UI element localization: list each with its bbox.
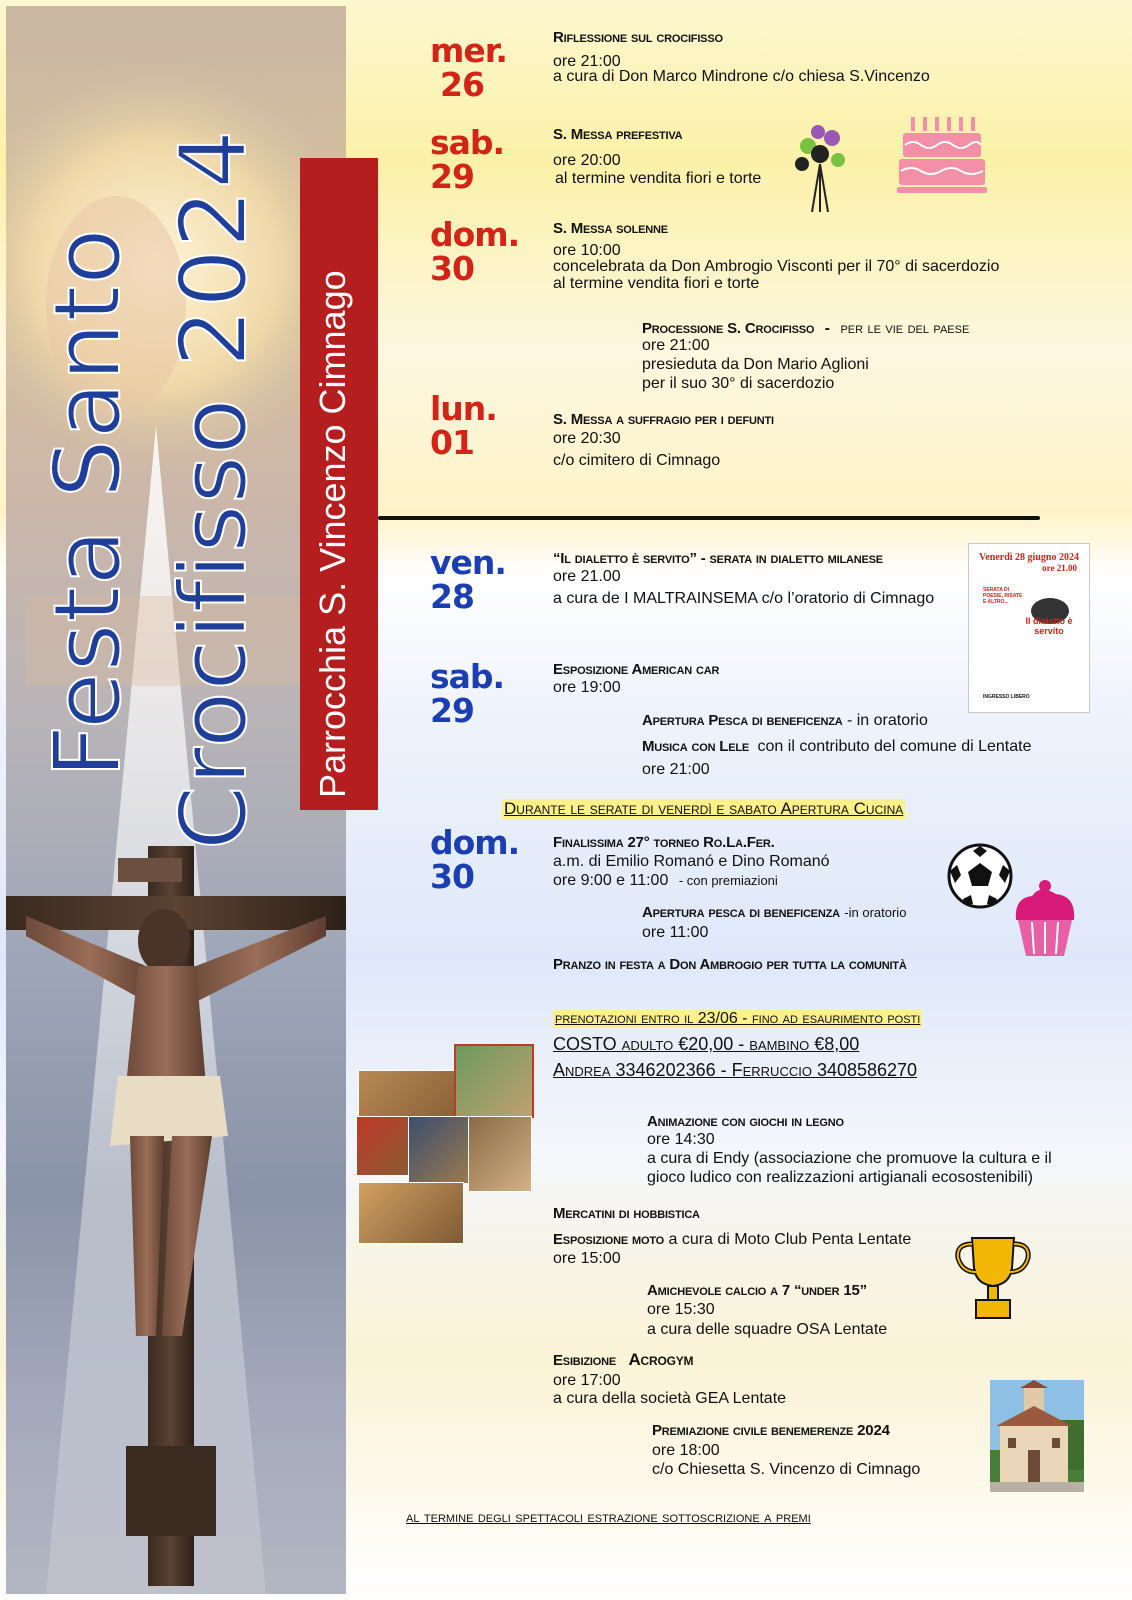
flowers-icon bbox=[790, 124, 850, 216]
event-line: a cura di Don Marco Mindrone c/o chiesa S.Vincenzo bbox=[553, 68, 930, 85]
day-weekday: mer. bbox=[430, 31, 507, 70]
event-title: Amichevole calcio a 7 “under 15” bbox=[647, 1282, 867, 1299]
day-weekday: sab. bbox=[430, 123, 505, 162]
event-title: Finalissima 27° torneo Ro.La.Fer. bbox=[553, 834, 775, 851]
church-photo bbox=[990, 1380, 1084, 1492]
event-title: S. Messa solenne bbox=[553, 220, 668, 237]
event-time: ore 9:00 e 11:00 bbox=[553, 872, 669, 889]
day-weekday: ven. bbox=[430, 543, 506, 582]
flyer-line: SERATA DI POESIE, RISATE E ALTRO... bbox=[983, 587, 1023, 605]
event-title: Esposizione American car bbox=[553, 661, 720, 678]
photo-tile bbox=[468, 1116, 532, 1192]
flyer-headline: Il dialetto è servito bbox=[1025, 616, 1073, 636]
event-line: per il suo 30° di sacerdozio bbox=[642, 375, 835, 392]
day-weekday: sab. bbox=[430, 657, 505, 696]
flyer-image bbox=[968, 543, 1090, 713]
photo-tile bbox=[408, 1116, 470, 1184]
day-number: 30 bbox=[430, 857, 474, 896]
moto-line bbox=[553, 1230, 911, 1249]
pranzo-title: Pranzo in festa a Don Ambrogio per tutta la comunità bbox=[553, 956, 907, 973]
cost-line bbox=[553, 1034, 859, 1055]
pesca-line bbox=[642, 711, 928, 730]
musica-line bbox=[642, 737, 1031, 756]
event-line: ore 21.00 bbox=[553, 568, 621, 585]
soccer-ball-icon bbox=[947, 843, 1013, 909]
event-line: ore 20:00 bbox=[553, 152, 621, 169]
photo-tile bbox=[356, 1116, 410, 1176]
event-line: ore 10:00 bbox=[553, 242, 621, 259]
event-line: ore 18:00 bbox=[652, 1442, 720, 1459]
event-line: concelebrata da Don Ambrogio Visconti per il 70° di sacerdozio bbox=[553, 258, 1000, 275]
event-title: Riflessione sul crocifisso bbox=[553, 29, 723, 46]
event-title: Apertura Pesca di beneficenza bbox=[642, 712, 843, 729]
event-title: S. Messa a suffragio per i defunti bbox=[553, 411, 774, 428]
event-title: “Il dialetto è servito” - serata in dialetto milanese bbox=[553, 550, 883, 567]
event-line: ore 15:30 bbox=[647, 1301, 715, 1318]
flyer-footer: INGRESSO LIBERO bbox=[983, 694, 1030, 700]
event-line: ore 17:00 bbox=[553, 1372, 621, 1389]
event-line: ore 11:00 bbox=[642, 924, 709, 941]
event-title: Esposizione moto bbox=[553, 1231, 665, 1248]
event-line: ore 14:30 bbox=[647, 1131, 715, 1148]
event-line: c/o cimitero di Cimnago bbox=[553, 452, 721, 469]
poster-title-line1: Festa Santo bbox=[34, 227, 141, 778]
day-number: 28 bbox=[430, 577, 474, 616]
event-line: al termine vendita fiori e torte bbox=[553, 275, 760, 292]
event-suffix: per le vie del paese bbox=[840, 320, 970, 337]
pesca2-line bbox=[642, 904, 906, 922]
event-line: c/o Chiesetta S. Vincenzo di Cimnago bbox=[652, 1461, 921, 1478]
day-weekday: lun. bbox=[430, 389, 497, 428]
poster-title-line2: Crocifisso 2024 bbox=[160, 129, 267, 850]
section-divider bbox=[378, 516, 1040, 520]
event-line: ore 19:00 bbox=[553, 679, 621, 696]
event-line: ore 15:00 bbox=[553, 1250, 621, 1267]
trophy-icon bbox=[954, 1232, 1032, 1322]
event-title: Processione S. Crocifisso bbox=[642, 320, 815, 337]
kitchen-note: Durante le serate di venerdì e sabato Apertura Cucina bbox=[504, 799, 904, 818]
day-number: 26 bbox=[440, 65, 484, 104]
event-suffix: con il contributo del comune di Lentate bbox=[757, 738, 1032, 755]
day-weekday: dom. bbox=[430, 215, 520, 254]
footer-note: al termine degli spettacoli estrazione sottoscrizione a premi bbox=[406, 1509, 811, 1526]
event-line: a cura della società GEA Lentate bbox=[553, 1390, 787, 1407]
event-suffix: - in oratorio bbox=[846, 712, 928, 729]
event-title: Apertura pesca di beneficenza bbox=[642, 904, 840, 921]
photo-tile bbox=[358, 1182, 464, 1244]
separator: - bbox=[824, 320, 830, 337]
event-line: a cura di Endy (associazione che promuove la cultura e il bbox=[647, 1150, 1052, 1167]
day-weekday: dom. bbox=[430, 823, 520, 862]
cupcake-icon bbox=[1010, 876, 1080, 958]
cost-text: COSTO adulto €20,00 - bambino €8,00 bbox=[553, 1034, 860, 1054]
contacts-line: Andrea 3346202366 - Ferruccio 3408586270 bbox=[553, 1060, 918, 1080]
flyer-time: ore 21.00 bbox=[1042, 563, 1077, 573]
cake-icon bbox=[897, 115, 987, 195]
flyer-date: Venerdì 28 giugno 2024 bbox=[979, 552, 1079, 563]
event-line: ore 20:30 bbox=[553, 430, 621, 447]
day-number: 29 bbox=[430, 157, 474, 196]
event-line: a cura delle squadre OSA Lentate bbox=[647, 1321, 888, 1338]
event-title: S. Messa prefestiva bbox=[553, 126, 683, 143]
photo-tile bbox=[454, 1044, 534, 1118]
event-suffix: - con premiazioni bbox=[678, 873, 778, 888]
event-time-line bbox=[553, 871, 778, 890]
event-title: Musica con Lele bbox=[642, 738, 750, 755]
event-line: a.m. di Emilio Romanó e Dino Romanó bbox=[553, 853, 830, 870]
event-line: gioco ludico con realizzazioni artigianali ecosostenibili) bbox=[647, 1169, 1033, 1186]
event-line: ore 21:00 bbox=[642, 337, 710, 354]
event-title-2: Acrogym bbox=[628, 1350, 694, 1369]
acrogym-heading bbox=[553, 1350, 693, 1370]
event-suffix: a cura di Moto Club Penta Lentate bbox=[668, 1231, 912, 1248]
event-title: Premiazione civile benemerenze 2024 bbox=[652, 1422, 890, 1439]
event-line: al termine vendita fiori e torte bbox=[555, 170, 762, 187]
event-title: Animazione con giochi in legno bbox=[647, 1113, 844, 1130]
day-number: 30 bbox=[430, 249, 474, 288]
event-line: ore 21:00 bbox=[553, 53, 621, 70]
event-suffix: -in oratorio bbox=[844, 905, 907, 920]
event-line: presieduta da Don Mario Aglioni bbox=[642, 356, 869, 373]
booking-note: prenotazioni entro il 23/06 - fino ad esaurimento posti bbox=[555, 1010, 921, 1027]
parish-name: Parrocchia S. Vincenzo Cimnago bbox=[312, 270, 353, 798]
day-number: 01 bbox=[430, 423, 474, 462]
mercatini-title: Mercatini di hobbistica bbox=[553, 1205, 700, 1222]
event-title: Esibizione bbox=[553, 1352, 617, 1369]
event-line: ore 21:00 bbox=[642, 761, 710, 778]
event-line: a cura de I MALTRAINSEMA c/o l’oratorio di Cimnago bbox=[553, 590, 935, 607]
day-number: 29 bbox=[430, 691, 474, 730]
wooden-games-photo bbox=[356, 1044, 534, 1244]
